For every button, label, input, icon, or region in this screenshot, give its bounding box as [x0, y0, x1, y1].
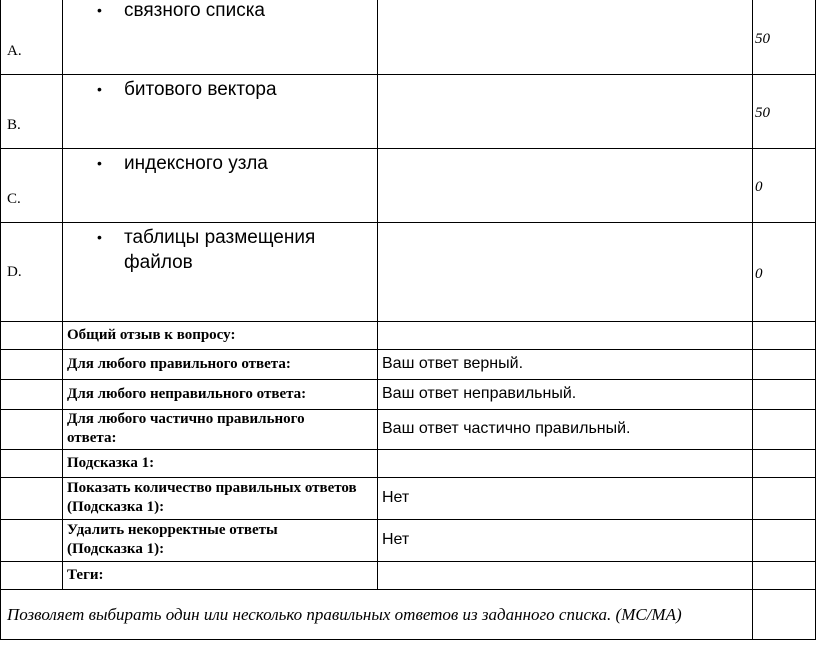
answer-score-cell	[753, 0, 816, 74]
answer-letter-cell	[1, 0, 63, 74]
answer-row-c	[1, 148, 816, 222]
remove-wrong-label: Удалить некорректные ответы (Подсказка 1):	[67, 522, 278, 557]
question-type-description: Позволяет выбирать один или несколько правильных ответов из заданного списка. (MC/MA)	[7, 604, 682, 624]
hint-row	[1, 449, 816, 477]
remove-wrong-row	[1, 519, 816, 561]
incorrect-feedback-row	[1, 379, 816, 409]
answer-row-d	[1, 222, 816, 321]
partial-feedback-row	[1, 409, 816, 449]
answer-feedback-cell	[378, 74, 753, 148]
correct-feedback-value: Ваш ответ верный.	[382, 355, 524, 372]
answer-letter-cell	[1, 148, 63, 222]
remove-wrong-value: Нет	[382, 531, 410, 548]
partial-feedback-label: Для любого частично правильного ответа:	[67, 411, 305, 446]
general-feedback-row	[1, 321, 816, 349]
answer-letter: A.	[7, 42, 22, 59]
hint-label: Подсказка 1:	[67, 454, 155, 471]
correct-feedback-row	[1, 349, 816, 379]
tags-row	[1, 561, 816, 589]
bullet-icon: •	[97, 2, 102, 18]
answer-score: 0	[755, 265, 763, 282]
bullet-icon: •	[97, 154, 102, 171]
answer-score-cell	[753, 148, 816, 222]
answer-feedback-cell	[378, 148, 753, 222]
answer-letter-cell	[1, 222, 63, 321]
answer-letter: B.	[7, 116, 21, 133]
answer-letter: C.	[7, 190, 21, 207]
answer-score: 50	[755, 30, 770, 47]
answer-score-cell	[753, 74, 816, 148]
show-count-row	[1, 477, 816, 519]
bullet-icon: •	[97, 228, 102, 245]
answer-text-cell	[63, 74, 378, 148]
correct-feedback-label: Для любого правильного ответа:	[67, 355, 291, 372]
answer-score-cell	[753, 222, 816, 321]
answer-text-cell	[63, 148, 378, 222]
question-info-row	[1, 589, 816, 639]
general-feedback-label: Общий отзыв к вопросу:	[67, 326, 236, 343]
answer-text: битового вектора	[124, 78, 277, 100]
answer-row-a	[1, 0, 816, 74]
answer-feedback-cell	[378, 222, 753, 321]
answer-text: индексного узла	[124, 152, 268, 174]
answer-text-cell	[63, 222, 378, 321]
answer-feedback-cell	[378, 0, 753, 74]
partial-feedback-value: Ваш ответ частично правильный.	[382, 420, 631, 437]
answer-text: связного списка	[124, 0, 265, 21]
answer-letter-cell	[1, 74, 63, 148]
answer-text: таблицы размещения файлов	[124, 226, 316, 273]
answer-row-b	[1, 74, 816, 148]
tags-label: Теги:	[67, 566, 104, 583]
answer-letter: D.	[7, 263, 22, 280]
bullet-icon: •	[97, 80, 102, 97]
show-count-value: Нет	[382, 489, 410, 506]
incorrect-feedback-value: Ваш ответ неправильный.	[382, 385, 577, 402]
answer-score: 50	[755, 104, 770, 121]
incorrect-feedback-label: Для любого неправильного ответа:	[67, 385, 307, 402]
answer-score: 0	[755, 178, 763, 195]
answer-text-cell	[63, 0, 378, 74]
show-count-label: Показать количество правильных ответов (Подсказка 1):	[67, 480, 357, 515]
